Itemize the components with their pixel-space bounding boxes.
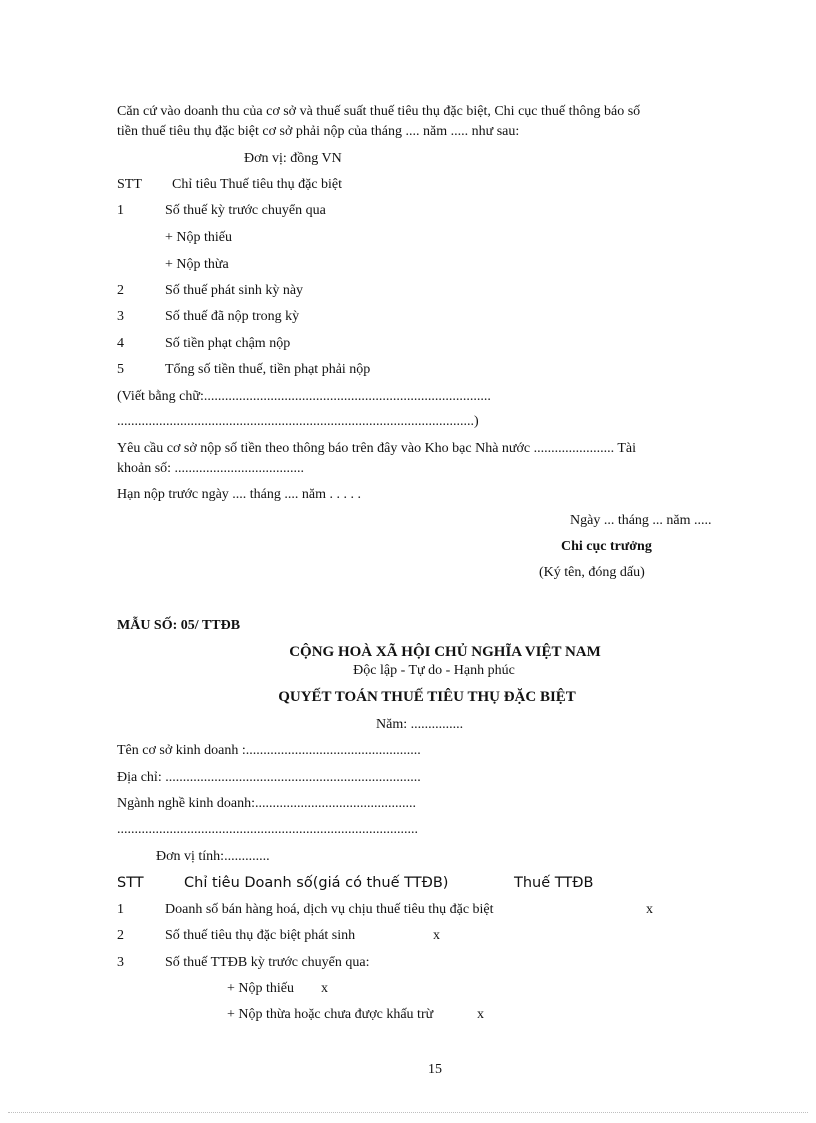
form-code: MẪU SỐ: 05/ TTĐB	[117, 618, 241, 633]
table2-row-mark: x	[321, 981, 328, 996]
table2-row-text: + Nộp thừa hoặc chưa được khấu trừ	[227, 1007, 434, 1022]
table2-row-mark: x	[433, 928, 440, 943]
table2-header-tax: Thuế TTĐB	[514, 875, 594, 891]
table1-row-text: Số thuế kỳ trước chuyển qua	[165, 203, 326, 218]
table1-row-number: 2	[117, 283, 124, 298]
table2-row-number: 2	[117, 928, 124, 943]
signature-date: Ngày ... tháng ... năm .....	[570, 513, 712, 528]
payment-request-line-2: khoản số: .....................................	[117, 461, 305, 476]
table1-row-text: Số thuế phát sinh kỳ này	[165, 283, 304, 298]
industry-blank-line: ......................................................................................	[117, 822, 418, 837]
amount-in-words-line-1: (Viết bằng chữ:..................................................................................	[117, 389, 491, 404]
payment-deadline: Hạn nộp trước ngày .... tháng .... năm . . . . .	[117, 487, 362, 502]
signature-note: (Ký tên, đóng dấu)	[539, 565, 645, 580]
table1-row-text: Số thuế đã nộp trong kỳ	[165, 309, 300, 324]
table2-header-indicator: Chỉ tiêu Doanh số(giá có thuế TTĐB)	[184, 875, 449, 891]
calculation-unit: Đơn vị tính:.............	[156, 849, 270, 864]
address-field: Địa chỉ: .........................................................................	[117, 770, 421, 785]
intro-line-1: Căn cứ vào doanh thu của cơ sở và thuế suất thuế tiêu thụ đặc biệt, Chi cục thuế thông báo số	[117, 104, 641, 119]
table1-row-number: 5	[117, 362, 124, 377]
table2-row-mark: x	[477, 1007, 484, 1022]
form-year: Năm: ...............	[376, 717, 464, 732]
nation-heading: CỘNG HOÀ XÃ HỘI CHỦ NGHĨA VIỆT NAM	[289, 644, 601, 660]
national-motto: Độc lập - Tự do - Hạnh phúc	[353, 663, 515, 678]
table1-row-text: Tổng số tiền thuế, tiền phạt phải nộp	[165, 362, 371, 377]
form-title: QUYẾT TOÁN THUẾ TIÊU THỤ ĐẶC BIỆT	[278, 689, 576, 705]
table2-row-number: 1	[117, 902, 124, 917]
table2-row-mark: x	[646, 902, 653, 917]
page-number: 15	[428, 1062, 442, 1077]
table1-row-text: + Nộp thừa	[165, 257, 229, 272]
table1-row-text: Số tiền phạt chậm nộp	[165, 336, 291, 351]
currency-unit: Đơn vị: đồng VN	[244, 151, 342, 166]
payment-request-line-1: Yêu cầu cơ sở nộp số tiền theo thông báo trên đây vào Kho bạc Nhà nước ....................... Tài	[117, 441, 637, 456]
business-name-field: Tên cơ sở kinh doanh :..................................................	[117, 743, 421, 758]
table2-row-number: 3	[117, 955, 124, 970]
industry-field: Ngành nghề kinh doanh:..............................................	[117, 796, 417, 811]
table2-row-text: + Nộp thiếu	[227, 981, 294, 996]
signature-title: Chi cục trưởng	[561, 539, 652, 554]
table2-row-text: Doanh số bán hàng hoá, dịch vụ chịu thuế tiêu thụ đặc biệt	[165, 902, 494, 917]
table1-header-stt: STT	[117, 177, 142, 192]
intro-line-2: tiền thuế tiêu thụ đặc biệt cơ sở phải nộp của tháng .... năm ..... như sau:	[117, 124, 520, 139]
page-bottom-border	[8, 1112, 808, 1113]
table2-row-text: Số thuế tiêu thụ đặc biệt phát sinh	[165, 928, 356, 943]
amount-in-words-line-2: ......................................................................................................)	[117, 414, 479, 429]
table2-row-text: Số thuế TTĐB kỳ trước chuyển qua:	[165, 955, 370, 970]
table1-row-number: 3	[117, 309, 124, 324]
table1-row-number: 4	[117, 336, 124, 351]
table1-row-number: 1	[117, 203, 124, 218]
table1-header-indicator: Chỉ tiêu Thuế tiêu thụ đặc biệt	[172, 177, 343, 192]
table1-row-text: + Nộp thiếu	[165, 230, 232, 245]
table2-header-stt: STT	[117, 875, 144, 891]
